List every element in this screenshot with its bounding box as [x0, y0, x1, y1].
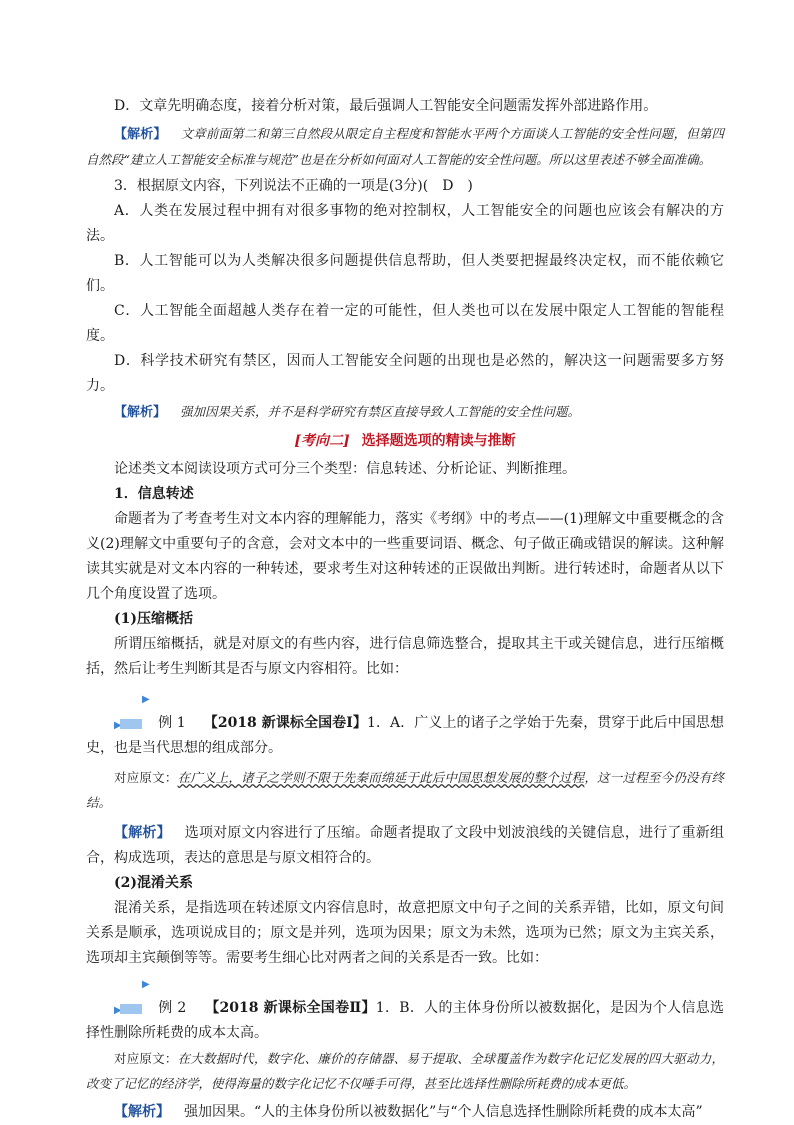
original-rest-text: ，这一过程至今仍没有终结。	[86, 770, 724, 810]
original-label: 对应原文：	[114, 1051, 178, 1066]
original-label: 对应原文：	[114, 770, 178, 785]
analysis-label: 【解析】	[114, 825, 171, 841]
section-title: 选择题选项的精读与推断	[361, 433, 516, 449]
analysis-block	[86, 121, 724, 172]
example-1	[86, 686, 724, 761]
question-3-stem: 3．根据原文内容，下列说法不正确的一项是(3分)( D )	[114, 178, 473, 194]
example-text: 1．A．广义上的诸子之学始于先秦，贯穿于此后中国思想史，也是当代思想的组成部分。	[86, 715, 724, 756]
question-3-option-b: B．人工智能可以为人类解决很多问题提供信息帮助，但人类要把握最终决定权，而不能依赖它们。	[86, 253, 724, 294]
example-source: 【2018 新课标全国卷Ⅱ】	[205, 1000, 376, 1016]
section-intro: 论述类文本阅读设项方式可分三个类型：信息转述、分析论证、判断推理。	[114, 461, 576, 477]
original-text: 在大数据时代，数字化、廉价的存储器、易于提取、全球覆盖作为数字化记忆发展的四大驱动力，改变了记忆的经济学，使得海量的数字化记忆不仅唾手可得，甚至比选择性删除所耗费的成本更低。	[86, 1051, 724, 1091]
confusing-relations-desc: 混淆关系，是指选项在转述原文内容信息时，故意把原文中句子之间的关系弄错，比如，原文句间关系是顺承，选项说成目的；原文是并列，选项为因果；原文为未然，选项为已然；原文为主宾关系，选项却主宾颠倒等等。需要考生细心比对两者之间的关系是否一致。比如：	[86, 900, 724, 966]
heading-information-restatement: 1．信息转述	[114, 486, 194, 502]
analysis-label: 【解析】	[114, 1104, 170, 1120]
original-wavy-text: 在广义上，诸子之学则不限于先秦而绵延于此后中国思想发展的整个过程	[177, 770, 585, 785]
compression-desc: 所谓压缩概括，就是对原文的有些内容，进行信息筛选整合，提取其主干或关键信息，进行压缩概括，然后让考生判断其是否与原文内容相符。比如：	[86, 636, 724, 677]
analysis-text: 文章前面第二和第三自然段从限定自主程度和智能水平两个方面谈人工智能的安全性问题，但第四自然段“建立人工智能安全标准与规范”也是在分析如何面对人工智能的安全性问题。所以这里表述不够全面准确。	[86, 126, 724, 167]
question-3-option-a: A．人类在发展过程中拥有对很多事物的绝对控制权，人工智能安全的问题也应该会有解决的方法。	[86, 203, 724, 244]
question-3-option-c: C．人工智能全面超越人类存在着一定的可能性，但人类也可以在发展中限定人工智能的智能程度。	[86, 303, 724, 344]
analysis-text: 强加因果。“人的主体身份所以被数据化”与“个人信息选择性删除所耗费的成本太高”	[184, 1104, 703, 1120]
section-tag: [考向二]	[294, 433, 350, 449]
original-text-block	[86, 765, 724, 815]
subheading-compression: (1)压缩概括	[114, 611, 193, 627]
example-arrow-icon: ▶▶	[114, 979, 148, 1016]
example-text: 1．B．人的主体身份所以被数据化，是因为个人信息选择性删除所耗费的成本太高。	[86, 1000, 724, 1041]
option-d: D．文章先明确态度，接着分析对策，最后强调人工智能安全问题需发挥外部进路作用。	[114, 98, 658, 114]
example-2	[86, 971, 724, 1046]
paragraph-restatement: 命题者为了考查考生对文本内容的理解能力，落实《考纲》中的考点——(1)理解文中重要概念的含义(2)理解文中重要句子的含意，会对文本中的一些重要词语、概念、句子做正确或错误的解读。这种解读其实就是对文本内容的一种转述，要求考生对这种转述的正误做出判断。进行转述时，命题者从以下几个角度设置了选项。	[86, 511, 724, 602]
analysis-block	[86, 399, 724, 425]
analysis-text: 选项对原文内容进行了压缩。命题者提取了文段中划波浪线的关键信息，进行了重新组合，构成选项，表达的意思是与原文相符合的。	[86, 825, 724, 866]
example-label: 例 2	[158, 1000, 187, 1016]
subheading-confusing-relations: (2)混淆关系	[114, 875, 193, 891]
example-source: 【2018 新课标全国卷Ⅰ】	[203, 715, 367, 731]
analysis-block	[86, 1100, 724, 1125]
analysis-label: 【解析】	[114, 127, 167, 142]
document-page	[86, 94, 724, 1125]
analysis-label: 【解析】	[114, 405, 167, 420]
example-label: 例 1	[158, 715, 186, 731]
example-arrow-icon: ▶▶	[114, 694, 148, 731]
analysis-block	[86, 821, 724, 871]
section-heading	[86, 427, 724, 455]
original-text-block	[86, 1046, 724, 1096]
analysis-text: 强加因果关系，并不是科学研究有禁区直接导致人工智能的安全性问题。	[180, 404, 581, 419]
question-3-option-d: D．科学技术研究有禁区，因而人工智能安全问题的出现也是必然的，解决这一问题需要多方努力。	[86, 353, 724, 394]
